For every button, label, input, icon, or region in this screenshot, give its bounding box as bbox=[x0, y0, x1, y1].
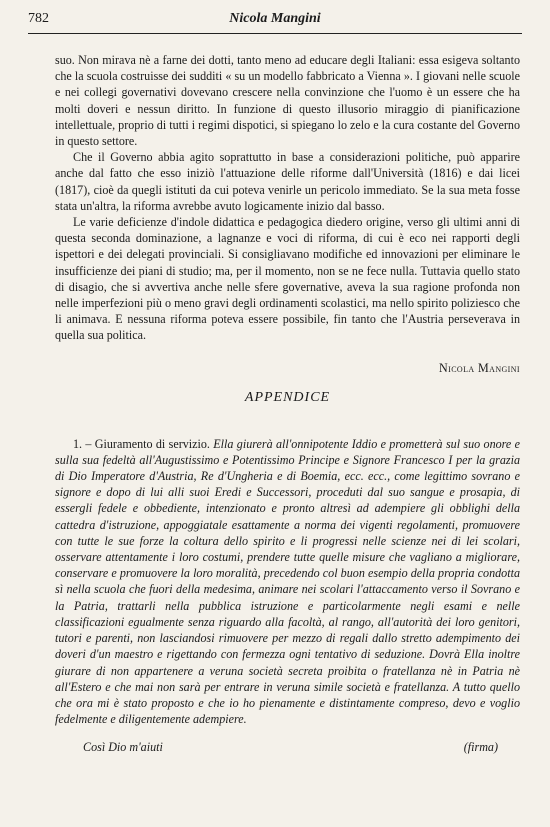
page-header bbox=[28, 11, 522, 34]
author-signature: Nicola Mangini bbox=[439, 360, 520, 375]
closing-formula: Così Dio m'aiuti bbox=[83, 740, 163, 755]
running-head: Nicola Mangini bbox=[229, 11, 321, 26]
page-body bbox=[55, 52, 520, 755]
paragraph: Le varie deficienze d'indole didattica e pedagogica diedero origine, verso gli ultimi anni di questa seconda dominazione, a lagnanze e voci di riforma, di cui è eco nei rapporti degli ispettori e dei delegati provinciali. Si consigliavano modifiche ed innovazioni per eliminare le insufficienze dei piani di studio; ma, per il momento, non se ne fece nulla. Tuttavia quello stato di disagio, che si avvertiva anche nelle sfere governative, aveva la sua ragione profonda non nelle imperfezioni più o meno gravi degli ordinamenti scolastici, ma nello spirito poliziesco che li animava. E nessuna riforma poteva essere possibile, fin tanto che l'Austria perseverava in quella sua politica. bbox=[55, 215, 520, 343]
paragraph-continuation: suo. Non mirava nè a farne dei dotti, tanto meno ad educare degli Italiani: essa esigeva soltanto che la scuola costruisse dei sudditi « su un modello fabbricato a Vienna ». I giovani nelle scuole e nei collegi governativi dovevano crescere nella convinzione che l'uomo è un essere che ha molti doveri e nessun diritto. In funzione di questo illusorio miraggio di pianificazione intellettuale, proprio di tutti i regimi dispotici, si spiegano lo zelo e la cura costante del Governo in questo settore. bbox=[55, 53, 520, 149]
appendix-title: APPENDICE bbox=[244, 389, 331, 405]
paragraph: Che il Governo abbia agito soprattutto in base a considerazioni politiche, può apparire anche dal fatto che esso iniziò l'attuazione delle riforme dall'Università (1816) e dai licei (1817), cioè da quegli istituti da cui poteva venirle un pericolo immediato. Se la sua meta fosse stata un'altra, la riforma avrebbe avuto logicamente inizio dal basso. bbox=[55, 150, 520, 213]
signature-placeholder: (firma) bbox=[463, 740, 498, 755]
oath-paragraph bbox=[55, 436, 520, 728]
oath-closing bbox=[55, 739, 520, 755]
oath-lead: 1. – Giuramento di servizio. bbox=[73, 436, 210, 451]
page-number: 782 bbox=[28, 11, 49, 26]
oath-text: Ella giurerà all'onnipotente Iddio e prometterà sul suo onore e sulla sua fedeltà all'Augustissimo e Potentissimo Principe e Signore Francesco I per la grazia di Dio Imperatore d'Austria, Re d'Ungheria e di Boemia, ecc. ecc., come legittimo sovrano e signore e dopo di lui alli suoi Eredi e Successori, proceduti dal suo sangue e prosapia, di essergli fedele e obbediente, intenzionato e pronto altresì ad adempiere gli obblighi della cattedra d'istruzione, appoggiatale esattamente a norma dei vigenti regolamenti, promuovere con tutte le sue forze la coltura dello spirito e li progressi nelle scienze nei di lei scolari, osservare attentamente i loro costumi, prendere tutte quelle misure che vagliano a migliorare, conservare e promuovere la loro moralità, precedendo col buon esempio della propria condotta sì nella scuola che fuori della medesima, animare nei scolari l'attaccamento verso il Sovrano e la Patria, trattarli nella pubblica istruzione e particolarmente negli esami e nelle classificazioni egualmente senza riguardo alla facoltà, al rango, all'autorità dei loro genitori, tutori e parenti, non lasciandosi rimuovere per mezzo di regali dallo stretto adempimento dei doveri d'un maestro e rigettando con fermezza ogni tentativo di seduzione. Dovrà Ella inoltre giurare di non appartenere a veruna società secreta proibita o fratellanza nè in Patria nè all'Estero e che mai non sarà per entrare in veruna simile società e fratellanza. A tutto quello che ora mi è stato proposto e che io ho pienamente e distintamente compreso, devo e voglio fedelmente e diligentemente adempiere. bbox=[55, 436, 520, 727]
